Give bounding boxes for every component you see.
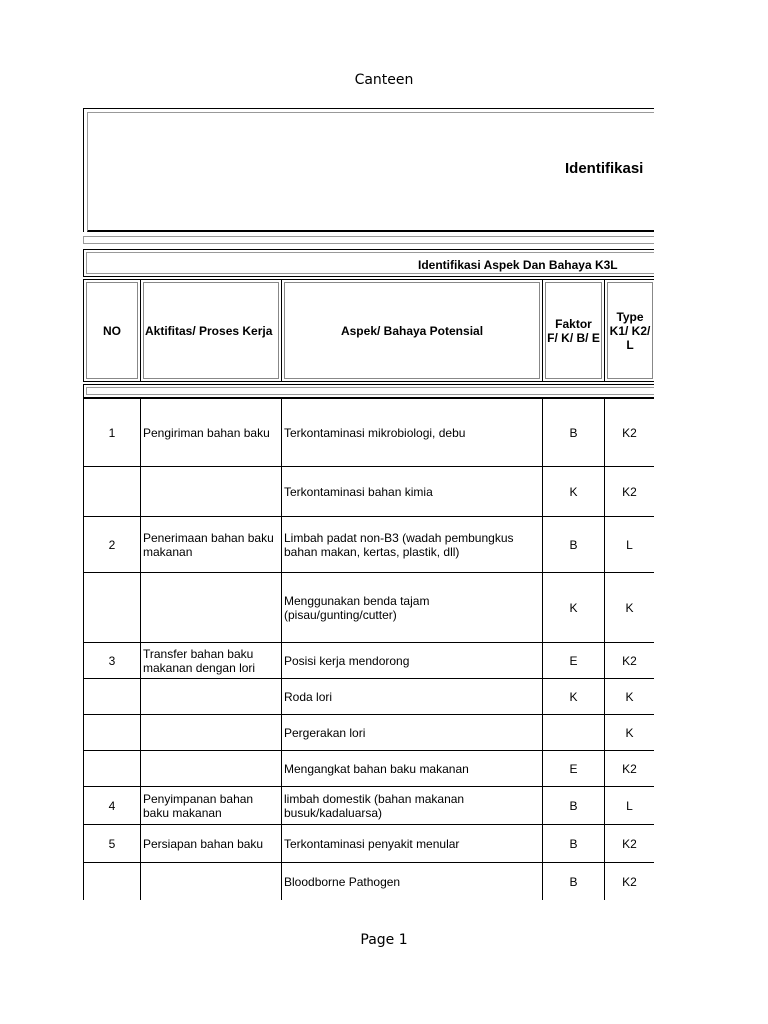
sheet-subtitle: Identifikasi Aspek Dan Bahaya K3L xyxy=(418,258,618,272)
header-activity xyxy=(140,279,282,382)
cell-no: 5 xyxy=(84,825,141,863)
cell-factor: K xyxy=(543,679,605,715)
cell-type: K xyxy=(605,573,655,643)
header-aspect-label: Aspek/ Bahaya Potensial xyxy=(340,323,484,338)
spacer-row xyxy=(83,384,654,398)
cell-aspect: limbah domestik (bahan makanan busuk/kadaluarsa) xyxy=(282,787,543,825)
cell-factor: K xyxy=(543,573,605,643)
table-row xyxy=(84,751,655,787)
header-no xyxy=(83,279,141,382)
spreadsheet-page xyxy=(83,108,654,900)
cell-no xyxy=(84,679,141,715)
cell-factor: B xyxy=(543,825,605,863)
page-footer: Page 1 xyxy=(360,932,408,948)
cell-activity: Pengiriman bahan baku xyxy=(141,399,282,467)
cell-activity xyxy=(141,863,282,901)
header-type xyxy=(604,279,654,382)
table-row xyxy=(84,573,655,643)
cell-no: 3 xyxy=(84,643,141,679)
cell-type: K2 xyxy=(605,643,655,679)
cell-factor: B xyxy=(543,787,605,825)
cell-no xyxy=(84,715,141,751)
cell-type: L xyxy=(605,787,655,825)
cell-aspect: Terkontaminasi penyakit menular xyxy=(282,825,543,863)
cell-aspect: Limbah padat non-B3 (wadah pembungkus bahan makan, kertas, plastik, dll) xyxy=(282,517,543,573)
cell-factor xyxy=(543,715,605,751)
header-factor xyxy=(542,279,605,382)
header-type-label-3: L xyxy=(626,337,634,352)
table-row xyxy=(84,715,655,751)
table-row xyxy=(84,863,655,901)
cell-factor: B xyxy=(543,517,605,573)
page-header: Canteen xyxy=(354,72,414,88)
cell-aspect: Posisi kerja mendorong xyxy=(282,643,543,679)
cell-aspect: Bloodborne Pathogen xyxy=(282,863,543,901)
table-row xyxy=(84,643,655,679)
cell-factor: K xyxy=(543,467,605,517)
table-row xyxy=(84,517,655,573)
hazard-table-body xyxy=(84,399,655,901)
cell-activity: Persiapan bahan baku xyxy=(141,825,282,863)
header-aspect xyxy=(281,279,543,382)
table-row xyxy=(84,787,655,825)
cell-aspect: Terkontaminasi mikrobiologi, debu xyxy=(282,399,543,467)
cell-aspect: Terkontaminasi bahan kimia xyxy=(282,467,543,517)
cell-no: 2 xyxy=(84,517,141,573)
cell-activity xyxy=(141,715,282,751)
table-row xyxy=(84,399,655,467)
cell-aspect: Pergerakan lori xyxy=(282,715,543,751)
cell-aspect: Menggunakan benda tajam (pisau/gunting/cutter) xyxy=(282,573,543,643)
header-factor-label-1: Faktor xyxy=(555,316,592,331)
cell-type: K2 xyxy=(605,825,655,863)
cell-no xyxy=(84,863,141,901)
cell-type: K2 xyxy=(605,467,655,517)
cell-activity xyxy=(141,467,282,517)
cell-no: 4 xyxy=(84,787,141,825)
table-row xyxy=(84,679,655,715)
sheet-title: Identifikasi xyxy=(565,160,644,177)
header-type-label-2: K1/ K2/ xyxy=(609,323,651,338)
header-factor-label-2: F/ K/ B/ E xyxy=(547,330,600,345)
cell-activity: Transfer bahan baku makanan dengan lori xyxy=(141,643,282,679)
cell-type: K2 xyxy=(605,863,655,901)
cell-factor: B xyxy=(543,399,605,467)
cell-type: L xyxy=(605,517,655,573)
header-type-label-1: Type xyxy=(616,309,644,324)
cell-no: 1 xyxy=(84,399,141,467)
cell-activity xyxy=(141,679,282,715)
divider xyxy=(83,236,654,244)
cell-no xyxy=(84,467,141,517)
title-block xyxy=(83,108,654,232)
cell-type: K2 xyxy=(605,399,655,467)
header-activity-label: Aktifitas/ Proses Kerja xyxy=(145,323,273,338)
header-no-label: NO xyxy=(103,323,121,338)
cell-type: K2 xyxy=(605,751,655,787)
cell-no xyxy=(84,573,141,643)
cell-aspect: Roda lori xyxy=(282,679,543,715)
cell-aspect: Mengangkat bahan baku makanan xyxy=(282,751,543,787)
cell-factor: B xyxy=(543,863,605,901)
cell-no xyxy=(84,751,141,787)
cell-factor: E xyxy=(543,751,605,787)
cell-activity: Penyimpanan bahan baku makanan xyxy=(141,787,282,825)
subtitle-block xyxy=(83,249,654,277)
cell-type: K xyxy=(605,715,655,751)
hazard-table xyxy=(83,398,654,900)
table-row xyxy=(84,825,655,863)
cell-activity: Penerimaan bahan baku makanan xyxy=(141,517,282,573)
cell-activity xyxy=(141,573,282,643)
cell-activity xyxy=(141,751,282,787)
cell-type: K xyxy=(605,679,655,715)
cell-factor: E xyxy=(543,643,605,679)
table-row xyxy=(84,467,655,517)
